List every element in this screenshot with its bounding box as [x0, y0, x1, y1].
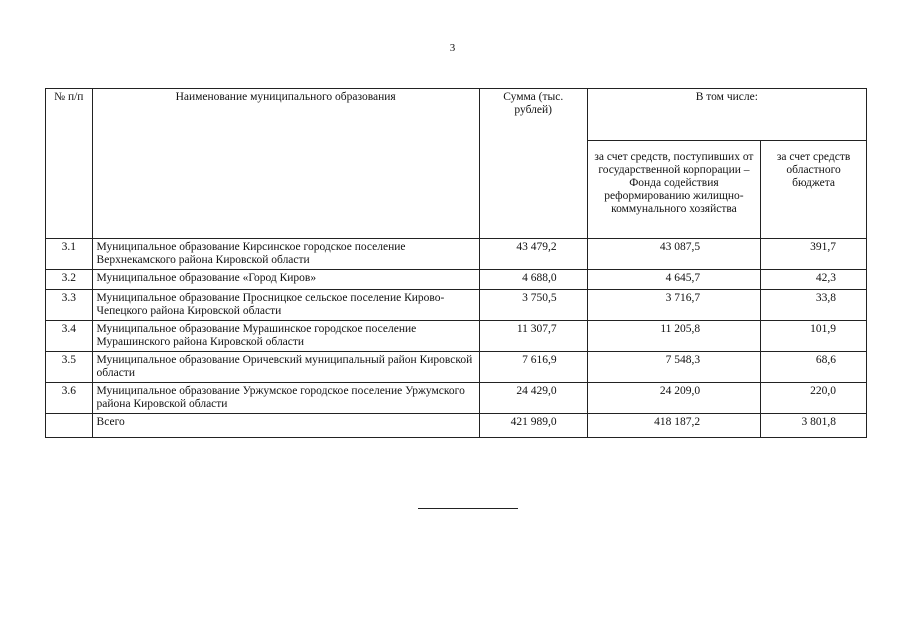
header-sum: Сумма (тыс. рублей): [479, 89, 587, 239]
row-fund: 3 716,7: [587, 290, 761, 321]
header-num: № п/п: [46, 89, 93, 239]
header-fund: за счет средств, поступивших от государственной корпорации – Фонда содействия реформированию жилищно-коммунального хозяйства: [587, 141, 761, 239]
table-row: [46, 352, 867, 383]
row-name: Муниципальное образование Оричевский муниципальный район Кировской области: [92, 352, 479, 383]
row-sum: 24 429,0: [479, 383, 587, 414]
total-sum: 421 989,0: [479, 414, 587, 438]
row-num: 3.2: [46, 270, 93, 290]
row-regional: 101,9: [761, 321, 867, 352]
total-row: [46, 414, 867, 438]
table-row: [46, 239, 867, 270]
row-sum: 3 750,5: [479, 290, 587, 321]
header-regional: за счет средств областного бюджета: [761, 141, 867, 239]
row-regional: 42,3: [761, 270, 867, 290]
total-regional: 3 801,8: [761, 414, 867, 438]
row-regional: 220,0: [761, 383, 867, 414]
total-label: Всего: [92, 414, 479, 438]
row-sum: 4 688,0: [479, 270, 587, 290]
funding-table: [45, 88, 867, 438]
total-num: [46, 414, 93, 438]
row-regional: 33,8: [761, 290, 867, 321]
row-fund: 11 205,8: [587, 321, 761, 352]
row-name: Муниципальное образование Мурашинское городское поселение Мурашинского района Кировской области: [92, 321, 479, 352]
row-regional: 391,7: [761, 239, 867, 270]
row-fund: 4 645,7: [587, 270, 761, 290]
row-sum: 7 616,9: [479, 352, 587, 383]
total-fund: 418 187,2: [587, 414, 761, 438]
row-num: 3.5: [46, 352, 93, 383]
header-including: В том числе:: [587, 89, 866, 141]
row-sum: 11 307,7: [479, 321, 587, 352]
row-sum: 43 479,2: [479, 239, 587, 270]
row-num: 3.4: [46, 321, 93, 352]
row-regional: 68,6: [761, 352, 867, 383]
row-num: 3.6: [46, 383, 93, 414]
table-row: [46, 270, 867, 290]
row-fund: 7 548,3: [587, 352, 761, 383]
row-num: 3.3: [46, 290, 93, 321]
table-row: [46, 383, 867, 414]
row-num: 3.1: [46, 239, 93, 270]
closing-rule: [418, 508, 518, 509]
header-name: Наименование муниципального образования: [92, 89, 479, 239]
row-name: Муниципальное образование Просницкое сельское поселение Кирово-Чепецкого района Кировской области: [92, 290, 479, 321]
row-name: Муниципальное образование Кирсинское городское поселение Верхнекамского района Кировской области: [92, 239, 479, 270]
table-row: [46, 290, 867, 321]
row-name: Муниципальное образование «Город Киров»: [92, 270, 479, 290]
table-row: [46, 321, 867, 352]
row-fund: 24 209,0: [587, 383, 761, 414]
row-name: Муниципальное образование Уржумское городское поселение Уржумского района Кировской области: [92, 383, 479, 414]
row-fund: 43 087,5: [587, 239, 761, 270]
page-number: 3: [449, 42, 456, 54]
table-header-row: [46, 89, 867, 141]
